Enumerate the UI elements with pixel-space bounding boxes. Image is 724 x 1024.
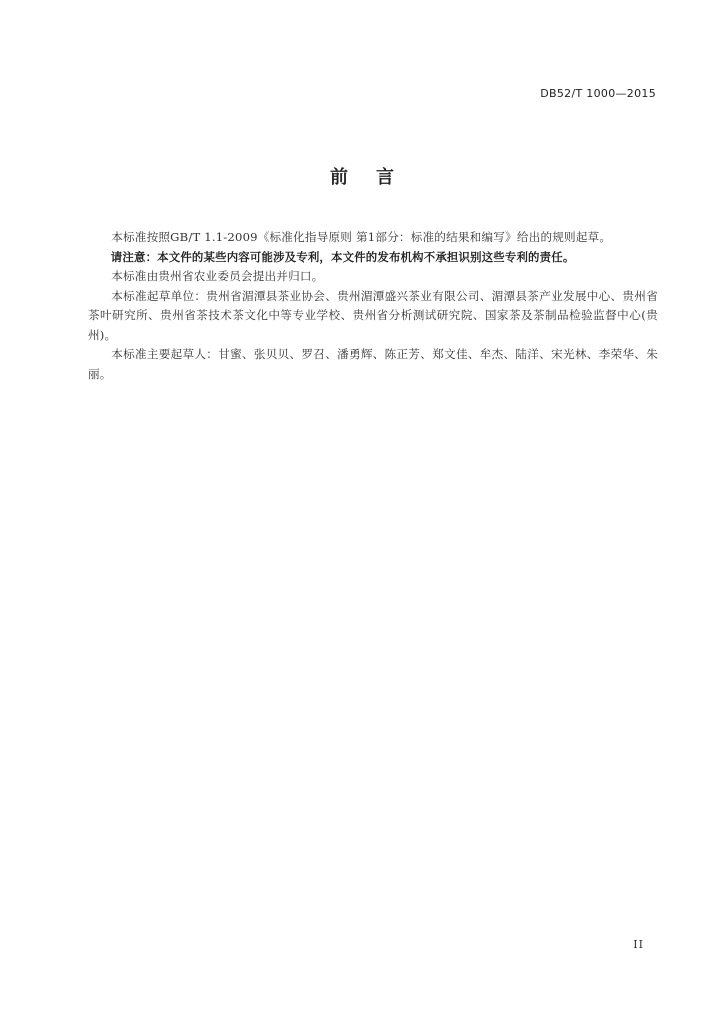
paragraph-patent-notice: 请注意：本文件的某些内容可能涉及专利，本文件的发布机构不承担识别这些专利的责任。: [110, 249, 575, 264]
paragraph-proposer: 本标准由贵州省农业委员会提出并归口。: [111, 269, 324, 283]
foreword-body: [88, 228, 658, 384]
paragraph-drafting-units: 本标准起草单位：贵州省湄潭县茶业协会、贵州湄潭盛兴茶业有限公司、湄潭县茶产业发展中心、贵州省茶叶研究所、贵州省茶技术茶文化中等专业学校、贵州省分析测试研究院、国家茶及茶制品检验监督中心(贵州)。: [88, 288, 658, 342]
page-title: 前言: [330, 167, 422, 188]
page-number: II: [633, 938, 644, 951]
paragraph-drafting-rules: 本标准按照GB/T 1.1-2009《标准化指导原则 第1部分：标准的结果和编写》给出的规则起草。: [111, 230, 612, 244]
document-code: DB52/T 1000—2015: [540, 87, 656, 100]
paragraph-drafters: 本标准主要起草人：甘蜜、张贝贝、罗召、潘勇辉、陈正芳、郑文佳、牟杰、陆洋、宋光林、李荣华、朱丽。: [88, 347, 658, 381]
